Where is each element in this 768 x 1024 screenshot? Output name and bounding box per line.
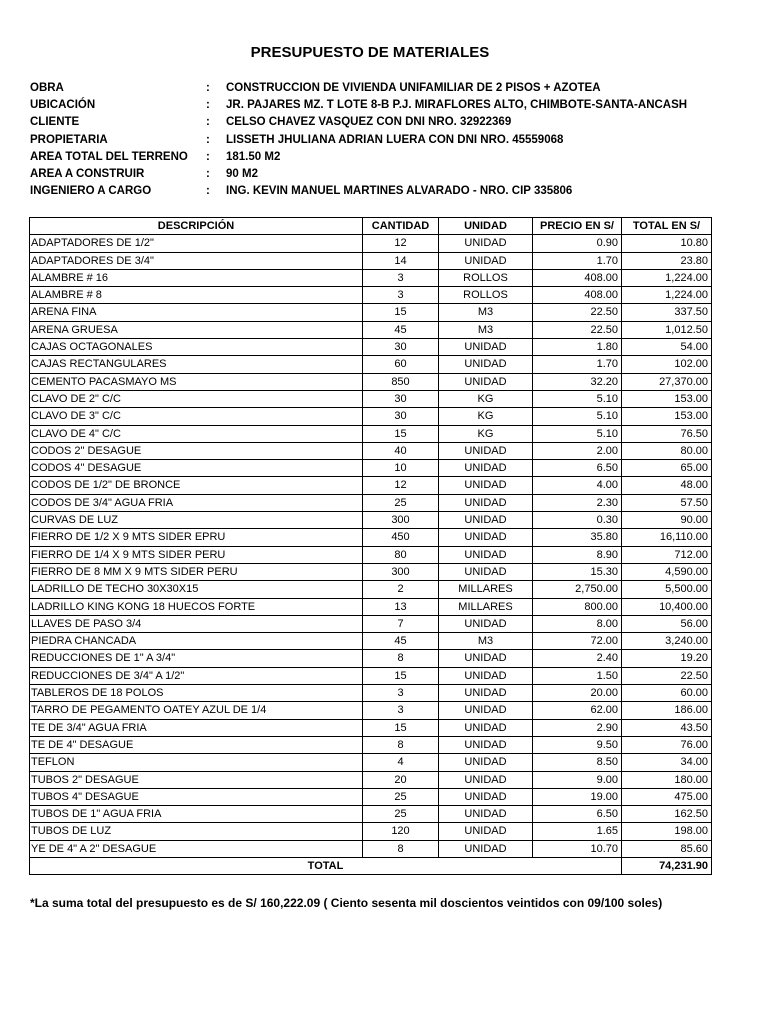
cell-quantity: 3 (363, 287, 439, 304)
cell-quantity: 8 (363, 650, 439, 667)
table-row (30, 425, 712, 442)
table-row (30, 667, 712, 684)
cell-description: FIERRO DE 1/2 X 9 MTS SIDER EPRU (30, 529, 363, 546)
table-row (30, 373, 712, 390)
cell-quantity: 10 (363, 460, 439, 477)
cell-description: PIEDRA CHANCADA (30, 633, 363, 650)
cell-price: 2.30 (533, 494, 622, 511)
info-value: 181.50 M2 (226, 150, 281, 163)
cell-total: 76.00 (622, 736, 712, 753)
cell-quantity: 7 (363, 615, 439, 632)
info-label: UBICACIÓN (30, 99, 96, 112)
info-separator: : (206, 133, 210, 146)
cell-total: 80.00 (622, 442, 712, 459)
cell-quantity: 15 (363, 667, 439, 684)
info-label: AREA TOTAL DEL TERRENO (30, 150, 188, 163)
cell-total: 153.00 (622, 408, 712, 425)
cell-quantity: 20 (363, 771, 439, 788)
cell-total: 153.00 (622, 390, 712, 407)
cell-description: CODOS 2" DESAGUE (30, 442, 363, 459)
cell-quantity: 2 (363, 581, 439, 598)
table-row (30, 235, 712, 252)
info-value: CELSO CHAVEZ VASQUEZ CON DNI NRO. 32922369 (226, 116, 512, 129)
table-row (30, 702, 712, 719)
info-separator: : (206, 99, 210, 112)
cell-description: YE DE 4" A 2" DESAGUE (30, 840, 363, 857)
cell-total: 1,012.50 (622, 321, 712, 338)
cell-total: 3,240.00 (622, 633, 712, 650)
cell-price: 5.10 (533, 390, 622, 407)
cell-description: CODOS DE 3/4" AGUA FRIA (30, 494, 363, 511)
cell-price: 35.80 (533, 529, 622, 546)
cell-total: 23.80 (622, 252, 712, 269)
table-row (30, 633, 712, 650)
info-row (30, 80, 730, 97)
table-row (30, 546, 712, 563)
cell-price: 5.10 (533, 425, 622, 442)
info-value: ING. KEVIN MANUEL MARTINES ALVARADO - NRO. CIP 335806 (226, 185, 573, 198)
table-row (30, 529, 712, 546)
cell-description: TUBOS 2" DESAGUE (30, 771, 363, 788)
cell-total: 475.00 (622, 788, 712, 805)
cell-total: 1,224.00 (622, 287, 712, 304)
cell-unit: M3 (439, 633, 533, 650)
info-row (30, 114, 730, 131)
cell-price: 8.00 (533, 615, 622, 632)
cell-quantity: 12 (363, 235, 439, 252)
cell-total: 180.00 (622, 771, 712, 788)
table-row (30, 823, 712, 840)
table-row (30, 408, 712, 425)
cell-description: FIERRO DE 8 MM X 9 MTS SIDER PERU (30, 563, 363, 580)
cell-description: LADRILLO KING KONG 18 HUECOS FORTE (30, 598, 363, 615)
cell-total: 56.00 (622, 615, 712, 632)
cell-quantity: 12 (363, 477, 439, 494)
info-label: INGENIERO A CARGO (30, 185, 152, 198)
cell-unit: ROLLOS (439, 287, 533, 304)
cell-unit: ROLLOS (439, 269, 533, 286)
cell-quantity: 30 (363, 339, 439, 356)
cell-quantity: 450 (363, 529, 439, 546)
cell-price: 408.00 (533, 269, 622, 286)
cell-unit: UNIDAD (439, 477, 533, 494)
info-value: JR. PAJARES MZ. T LOTE 8-B P.J. MIRAFLORES ALTO, CHIMBOTE-SANTA-ANCASH (226, 99, 688, 112)
cell-price: 22.50 (533, 304, 622, 321)
cell-unit: UNIDAD (439, 736, 533, 753)
cell-unit: M3 (439, 321, 533, 338)
total-value: 74,231.90 (622, 857, 712, 874)
cell-total: 85.60 (622, 840, 712, 857)
cell-description: TUBOS 4" DESAGUE (30, 788, 363, 805)
cell-price: 32.20 (533, 373, 622, 390)
total-label: TOTAL (30, 857, 622, 874)
cell-quantity: 25 (363, 494, 439, 511)
cell-quantity: 25 (363, 788, 439, 805)
cell-unit: UNIDAD (439, 529, 533, 546)
cell-quantity: 45 (363, 321, 439, 338)
cell-description: ALAMBRE # 8 (30, 287, 363, 304)
cell-total: 76.50 (622, 425, 712, 442)
cell-unit: UNIDAD (439, 442, 533, 459)
info-separator: : (206, 150, 210, 163)
budget-note: *La suma total del presupuesto es de S/ 160,222.09 ( Ciento sesenta mil doscientos veintidos con 09/100 soles) (30, 896, 663, 910)
cell-price: 62.00 (533, 702, 622, 719)
cell-total: 90.00 (622, 512, 712, 529)
cell-description: CURVAS DE LUZ (30, 512, 363, 529)
cell-quantity: 60 (363, 356, 439, 373)
table-row (30, 754, 712, 771)
cell-total: 198.00 (622, 823, 712, 840)
cell-unit: UNIDAD (439, 563, 533, 580)
cell-unit: KG (439, 408, 533, 425)
cell-price: 9.00 (533, 771, 622, 788)
cell-description: ADAPTADORES DE 3/4" (30, 252, 363, 269)
info-row (30, 149, 730, 166)
info-row (30, 97, 730, 114)
cell-price: 19.00 (533, 788, 622, 805)
cell-price: 2.00 (533, 442, 622, 459)
cell-unit: KG (439, 425, 533, 442)
cell-description: FIERRO DE 1/4 X 9 MTS SIDER PERU (30, 546, 363, 563)
cell-total: 43.50 (622, 719, 712, 736)
cell-total: 34.00 (622, 754, 712, 771)
table-row (30, 736, 712, 753)
info-value: 90 M2 (226, 168, 258, 181)
table-row (30, 581, 712, 598)
cell-quantity: 30 (363, 408, 439, 425)
info-label: AREA A CONSTRUIR (30, 168, 145, 181)
cell-unit: UNIDAD (439, 252, 533, 269)
cell-price: 2.90 (533, 719, 622, 736)
cell-description: ARENA FINA (30, 304, 363, 321)
cell-quantity: 8 (363, 840, 439, 857)
cell-quantity: 3 (363, 269, 439, 286)
cell-quantity: 3 (363, 702, 439, 719)
table-row (30, 615, 712, 632)
header-unit: UNIDAD (439, 218, 533, 235)
header-quantity: CANTIDAD (363, 218, 439, 235)
table-row (30, 356, 712, 373)
info-label: CLIENTE (30, 116, 80, 129)
cell-unit: UNIDAD (439, 840, 533, 857)
cell-unit: UNIDAD (439, 702, 533, 719)
info-row (30, 132, 730, 149)
cell-quantity: 15 (363, 304, 439, 321)
cell-quantity: 8 (363, 736, 439, 753)
cell-total: 54.00 (622, 339, 712, 356)
info-separator: : (206, 185, 210, 198)
table-row (30, 788, 712, 805)
cell-unit: UNIDAD (439, 494, 533, 511)
cell-description: CODOS DE 1/2" DE BRONCE (30, 477, 363, 494)
cell-price: 2.40 (533, 650, 622, 667)
table-body (30, 235, 712, 858)
cell-unit: UNIDAD (439, 339, 533, 356)
cell-quantity: 3 (363, 685, 439, 702)
cell-price: 1.80 (533, 339, 622, 356)
table-row (30, 840, 712, 857)
cell-quantity: 850 (363, 373, 439, 390)
cell-unit: UNIDAD (439, 667, 533, 684)
table-row (30, 339, 712, 356)
cell-unit: M3 (439, 304, 533, 321)
cell-total: 337.50 (622, 304, 712, 321)
info-label: OBRA (30, 82, 64, 94)
info-value: LISSETH JHULIANA ADRIAN LUERA CON DNI NRO. 45559068 (226, 133, 564, 146)
cell-price: 1.70 (533, 252, 622, 269)
cell-total: 4,590.00 (622, 563, 712, 580)
cell-unit: UNIDAD (439, 754, 533, 771)
cell-quantity: 30 (363, 390, 439, 407)
table-row (30, 806, 712, 823)
cell-unit: MILLARES (439, 598, 533, 615)
table-row (30, 477, 712, 494)
table-row (30, 494, 712, 511)
cell-quantity: 120 (363, 823, 439, 840)
cell-total: 102.00 (622, 356, 712, 373)
table-row (30, 460, 712, 477)
table-row (30, 685, 712, 702)
table-row (30, 390, 712, 407)
table-row (30, 269, 712, 286)
cell-description: TUBOS DE LUZ (30, 823, 363, 840)
cell-description: TE DE 4" DESAGUE (30, 736, 363, 753)
cell-unit: UNIDAD (439, 615, 533, 632)
table-row (30, 287, 712, 304)
cell-unit: UNIDAD (439, 771, 533, 788)
cell-price: 5.10 (533, 408, 622, 425)
cell-description: CLAVO DE 4" C/C (30, 425, 363, 442)
cell-price: 6.50 (533, 806, 622, 823)
cell-unit: KG (439, 390, 533, 407)
cell-unit: UNIDAD (439, 546, 533, 563)
cell-price: 8.50 (533, 754, 622, 771)
table-row (30, 252, 712, 269)
cell-quantity: 45 (363, 633, 439, 650)
cell-unit: UNIDAD (439, 650, 533, 667)
header-description: DESCRIPCIÓN (30, 218, 363, 235)
cell-description: CODOS 4" DESAGUE (30, 460, 363, 477)
cell-total: 60.00 (622, 685, 712, 702)
cell-price: 800.00 (533, 598, 622, 615)
cell-quantity: 80 (363, 546, 439, 563)
info-row (30, 183, 730, 200)
page-title: PRESUPUESTO DE MATERIALES (250, 44, 490, 61)
cell-total: 57.50 (622, 494, 712, 511)
table-row (30, 719, 712, 736)
cell-unit: UNIDAD (439, 460, 533, 477)
info-value: CONSTRUCCION DE VIVIENDA UNIFAMILIAR DE 2 PISOS + AZOTEA (226, 82, 601, 94)
table-row (30, 442, 712, 459)
cell-description: TARRO DE PEGAMENTO OATEY AZUL DE 1/4 (30, 702, 363, 719)
cell-price: 8.90 (533, 546, 622, 563)
table-row (30, 304, 712, 321)
cell-description: TUBOS DE 1" AGUA FRIA (30, 806, 363, 823)
cell-total: 186.00 (622, 702, 712, 719)
cell-total: 10,400.00 (622, 598, 712, 615)
table-row (30, 650, 712, 667)
cell-unit: UNIDAD (439, 823, 533, 840)
cell-quantity: 25 (363, 806, 439, 823)
cell-total: 712.00 (622, 546, 712, 563)
cell-price: 15.30 (533, 563, 622, 580)
cell-total: 16,110.00 (622, 529, 712, 546)
info-separator: : (206, 168, 210, 181)
cell-total: 48.00 (622, 477, 712, 494)
cell-description: ARENA GRUESA (30, 321, 363, 338)
cell-quantity: 300 (363, 512, 439, 529)
cell-description: LADRILLO DE TECHO 30X30X15 (30, 581, 363, 598)
cell-description: TE DE 3/4" AGUA FRIA (30, 719, 363, 736)
materials-table (29, 217, 712, 875)
cell-unit: UNIDAD (439, 356, 533, 373)
cell-description: CLAVO DE 2" C/C (30, 390, 363, 407)
header-price: PRECIO EN S/ (533, 218, 622, 235)
cell-price: 1.70 (533, 356, 622, 373)
cell-description: REDUCCIONES DE 1" A 3/4" (30, 650, 363, 667)
table-row (30, 563, 712, 580)
cell-unit: UNIDAD (439, 806, 533, 823)
table-row (30, 321, 712, 338)
cell-description: CEMENTO PACASMAYO MS (30, 373, 363, 390)
cell-description: REDUCCIONES DE 3/4" A 1/2" (30, 667, 363, 684)
cell-total: 5,500.00 (622, 581, 712, 598)
table-row (30, 771, 712, 788)
cell-description: CAJAS OCTAGONALES (30, 339, 363, 356)
cell-description: CLAVO DE 3" C/C (30, 408, 363, 425)
cell-total: 10.80 (622, 235, 712, 252)
info-separator: : (206, 116, 210, 129)
cell-unit: UNIDAD (439, 373, 533, 390)
cell-description: ALAMBRE # 16 (30, 269, 363, 286)
cell-quantity: 14 (363, 252, 439, 269)
total-row (30, 857, 712, 874)
cell-description: LLAVES DE PASO 3/4 (30, 615, 363, 632)
cell-quantity: 15 (363, 425, 439, 442)
cell-description: CAJAS RECTANGULARES (30, 356, 363, 373)
cell-unit: UNIDAD (439, 788, 533, 805)
cell-price: 10.70 (533, 840, 622, 857)
cell-total: 1,224.00 (622, 269, 712, 286)
table-row (30, 598, 712, 615)
cell-quantity: 40 (363, 442, 439, 459)
cell-price: 20.00 (533, 685, 622, 702)
cell-price: 408.00 (533, 287, 622, 304)
cell-total: 19.20 (622, 650, 712, 667)
table-row (30, 512, 712, 529)
cell-unit: UNIDAD (439, 512, 533, 529)
cell-description: ADAPTADORES DE 1/2" (30, 235, 363, 252)
info-separator: : (206, 82, 210, 94)
cell-unit: UNIDAD (439, 235, 533, 252)
cell-quantity: 13 (363, 598, 439, 615)
cell-unit: MILLARES (439, 581, 533, 598)
cell-price: 2,750.00 (533, 581, 622, 598)
cell-price: 1.65 (533, 823, 622, 840)
cell-price: 4.00 (533, 477, 622, 494)
info-label: PROPIETARIA (30, 133, 108, 146)
cell-price: 6.50 (533, 460, 622, 477)
cell-total: 65.00 (622, 460, 712, 477)
info-row (30, 166, 730, 183)
cell-price: 0.90 (533, 235, 622, 252)
cell-total: 27,370.00 (622, 373, 712, 390)
cell-price: 72.00 (533, 633, 622, 650)
table-header-row (30, 218, 712, 235)
cell-unit: UNIDAD (439, 685, 533, 702)
cell-quantity: 15 (363, 719, 439, 736)
cell-description: TABLEROS DE 18 POLOS (30, 685, 363, 702)
cell-price: 1.50 (533, 667, 622, 684)
cell-description: TEFLON (30, 754, 363, 771)
project-info (30, 80, 730, 200)
cell-price: 22.50 (533, 321, 622, 338)
cell-quantity: 300 (363, 563, 439, 580)
header-total: TOTAL EN S/ (622, 218, 712, 235)
cell-total: 22.50 (622, 667, 712, 684)
cell-price: 0.30 (533, 512, 622, 529)
cell-price: 9.50 (533, 736, 622, 753)
cell-total: 162.50 (622, 806, 712, 823)
cell-unit: UNIDAD (439, 719, 533, 736)
cell-quantity: 4 (363, 754, 439, 771)
